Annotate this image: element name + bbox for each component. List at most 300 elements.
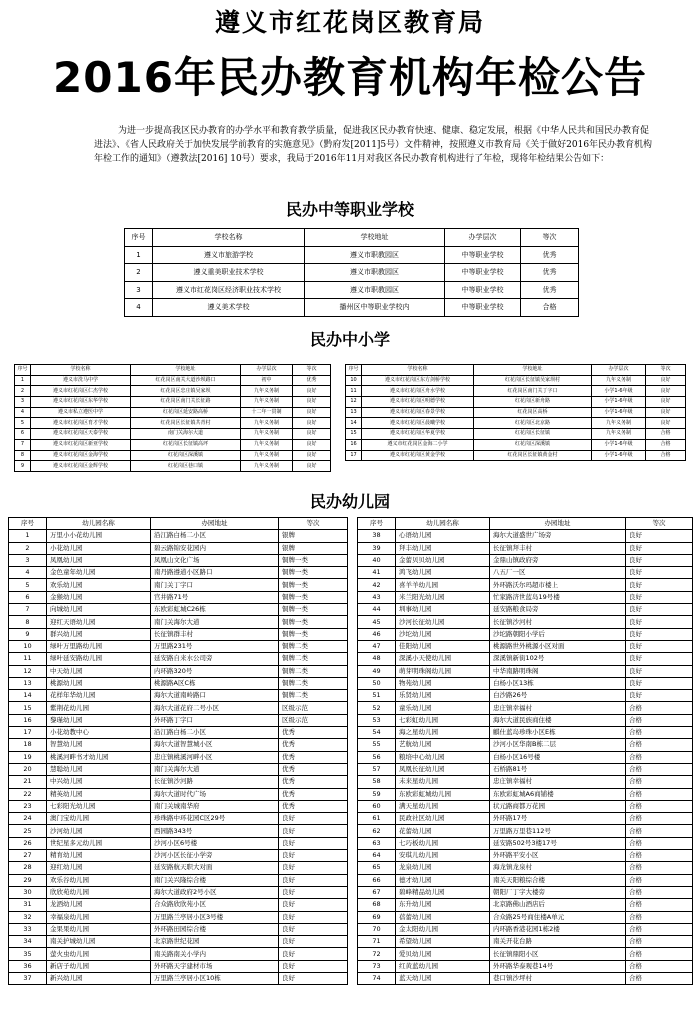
table-cell: 乐贤幼儿园 <box>396 690 490 702</box>
table-cell: 南门关兴隆综合楼 <box>151 874 279 886</box>
column-header: 序号 <box>346 365 362 376</box>
table-cell: 状元路商都万花园 <box>490 800 626 812</box>
table-cell: 良好 <box>293 429 331 440</box>
page-title: 2016年民办教育机构年检公告 <box>53 53 647 102</box>
table-row <box>358 837 693 849</box>
table-cell: 遵义市红花岗区育才学校 <box>31 418 131 429</box>
table-cell: 中等职业学校 <box>445 246 521 264</box>
table-cell: 21 <box>9 776 47 788</box>
table-row <box>15 397 331 408</box>
column-header: 幼儿园名称 <box>47 518 151 530</box>
table-cell: 53 <box>358 714 396 726</box>
table-row <box>9 788 348 800</box>
primary-table-left <box>14 364 331 472</box>
table-cell: 8 <box>9 616 47 628</box>
table-cell: 74 <box>358 972 396 984</box>
table-cell: 46 <box>358 628 396 640</box>
table-cell: 4 <box>15 407 31 418</box>
table-cell: 38 <box>358 530 396 542</box>
table-cell: 41 <box>358 567 396 579</box>
table-cell: 28 <box>9 862 47 874</box>
table-cell: 16 <box>346 439 362 450</box>
table-cell: 27 <box>9 850 47 862</box>
table-cell: 红花岗区长征镇黄金村 <box>474 450 592 461</box>
table-row <box>9 948 348 960</box>
table-cell: 良好 <box>646 375 686 386</box>
table-cell: 十二年一贯制 <box>241 407 293 418</box>
table-header-row <box>15 365 331 376</box>
table-cell: 南关路南关小学内 <box>151 948 279 960</box>
table-cell: 合格 <box>521 299 579 317</box>
table-row <box>9 677 348 689</box>
table-cell: 黎瑾幼儿园 <box>47 714 151 726</box>
table-row <box>9 850 348 862</box>
table-cell: 白杨小区13栋 <box>490 677 626 689</box>
table-cell: 良好 <box>626 640 693 652</box>
table-cell: 南门关丁字口 <box>151 579 279 591</box>
table-cell: 精育幼儿园 <box>47 850 151 862</box>
table-cell: 满天星幼儿园 <box>396 800 490 812</box>
table-cell: 金太阳幼儿园 <box>396 923 490 935</box>
table-cell: 铜牌一类 <box>279 616 348 628</box>
table-cell: 10 <box>9 640 47 652</box>
table-cell: 7 <box>15 439 31 450</box>
table-cell: 白杨小区16号楼 <box>490 751 626 763</box>
table-cell: 合格 <box>626 727 693 739</box>
table-cell: 优秀 <box>521 281 579 299</box>
column-header: 办学层次 <box>241 365 293 376</box>
table-cell: 海尔大道盛世广场旁 <box>490 530 626 542</box>
table-row <box>358 862 693 874</box>
table-cell: 遵义市红花岗区金海二小学 <box>362 439 474 450</box>
table-cell: 良好 <box>646 407 686 418</box>
table-cell: 银牌 <box>279 542 348 554</box>
table-cell: 桃源路世外桃源小区对面 <box>490 640 626 652</box>
table-row <box>125 299 579 317</box>
table-cell: 万里小小花幼儿园 <box>47 530 151 542</box>
table-cell: 万里路万里巷112号 <box>490 825 626 837</box>
table-cell: 区级示范 <box>279 714 348 726</box>
column-header: 等次 <box>626 518 693 530</box>
table-row <box>9 862 348 874</box>
table-cell: 巷口镇沙坪村 <box>490 972 626 984</box>
table-cell: 拜丰幼儿园 <box>396 542 490 554</box>
table-row <box>358 640 693 652</box>
table-cell: 欢乐幼儿园 <box>47 579 151 591</box>
column-header: 序号 <box>125 229 153 247</box>
table-cell: 七彩阳光幼儿园 <box>47 800 151 812</box>
table-cell: 良好 <box>279 837 348 849</box>
table-cell: 良好 <box>279 960 348 972</box>
table-cell: 小花幼儿园 <box>47 542 151 554</box>
table-cell: 心语幼儿园 <box>396 530 490 542</box>
table-cell: 13 <box>9 677 47 689</box>
table-cell: 铜牌二类 <box>279 677 348 689</box>
table-cell: 中华南路明珠阁 <box>490 665 626 677</box>
table-row <box>358 800 693 812</box>
table-cell: 红花岗区南门关丁字口 <box>474 386 592 397</box>
table-cell: 万里路兰亭居小区3号楼 <box>151 911 279 923</box>
table-cell: 合格 <box>626 850 693 862</box>
table-cell: 忙家路济世蓝岛19号楼 <box>490 591 626 603</box>
table-cell: 5 <box>15 418 31 429</box>
table-cell: 万里路231号 <box>151 640 279 652</box>
table-row <box>358 604 693 616</box>
table-cell: 沙河小区6号楼 <box>151 837 279 849</box>
column-header: 办学层次 <box>592 365 646 376</box>
table-cell: 合格 <box>626 739 693 751</box>
column-header: 学校地址 <box>305 229 445 247</box>
table-cell: 良好 <box>626 567 693 579</box>
table-cell: 群兴幼儿园 <box>47 628 151 640</box>
table-cell: 遵义市私立遵医中学 <box>31 407 131 418</box>
table-cell: 桃源幼儿园 <box>47 677 151 689</box>
table-cell: 沙河小区华南B栋二层 <box>490 739 626 751</box>
table-row <box>9 542 348 554</box>
table-cell: 良好 <box>293 407 331 418</box>
table-cell: 良好 <box>626 665 693 677</box>
table-cell: 遵义市红花岗区明德学校 <box>362 397 474 408</box>
table-cell: 17 <box>346 450 362 461</box>
table-row <box>15 439 331 450</box>
table-row <box>15 375 331 386</box>
table-cell: 3 <box>9 554 47 566</box>
table-row <box>346 375 686 386</box>
table-cell: 红黄蓝幼儿园 <box>396 960 490 972</box>
table-cell: 合格 <box>626 862 693 874</box>
table-cell: 红花岗区深溪镇 <box>131 450 241 461</box>
table-cell: 良好 <box>626 628 693 640</box>
table-row <box>9 899 348 911</box>
table-cell: 花样年华幼儿园 <box>47 690 151 702</box>
table-cell: 粮培中心幼儿园 <box>396 751 490 763</box>
table-cell: 小学1-6年级 <box>592 407 646 418</box>
table-cell: 40 <box>358 554 396 566</box>
table-cell: 遵义市职教园区 <box>305 281 445 299</box>
table-cell: 合格 <box>626 702 693 714</box>
table-cell: 南门关海尔大道 <box>151 763 279 775</box>
column-header: 等次 <box>646 365 686 376</box>
table-cell: 未来星幼儿园 <box>396 776 490 788</box>
table-cell: 区级示范 <box>279 702 348 714</box>
table-cell: 良好 <box>279 948 348 960</box>
table-cell: 金猴幼儿园 <box>47 591 151 603</box>
table-row <box>358 616 693 628</box>
table-cell: 良好 <box>293 461 331 472</box>
table-cell: 优秀 <box>279 751 348 763</box>
table-row <box>9 567 348 579</box>
section-heading-primary: 民办中小学 <box>309 330 390 349</box>
table-cell: 合格 <box>626 874 693 886</box>
table-cell: 九年义务制 <box>592 418 646 429</box>
table-row <box>358 972 693 984</box>
table-cell: 南关护城幼儿园 <box>47 936 151 948</box>
table-cell: 金色童年幼儿园 <box>47 567 151 579</box>
table-cell: 48 <box>358 653 396 665</box>
table-cell: 合格 <box>646 450 686 461</box>
issuer-title: 遵义市红花岗区教育局 <box>214 8 485 37</box>
table-cell: 遵义市红花岗区东方剑桥学校 <box>362 375 474 386</box>
table-row <box>15 386 331 397</box>
column-header: 序号 <box>9 518 47 530</box>
table-cell: 东欧彩虹城A6商铺楼 <box>490 788 626 800</box>
table-cell: 60 <box>358 800 396 812</box>
table-cell: 优秀 <box>521 246 579 264</box>
table-cell: 良好 <box>626 616 693 628</box>
table-row <box>358 788 693 800</box>
table-cell: 海尔大道政府2号小区 <box>151 886 279 898</box>
column-header: 学校地址 <box>131 365 241 376</box>
table-row <box>9 702 348 714</box>
table-cell: 九年义务制 <box>241 439 293 450</box>
table-cell: 良好 <box>279 886 348 898</box>
table-cell: 迎红天语幼儿园 <box>47 616 151 628</box>
table-cell: 62 <box>358 825 396 837</box>
table-cell: 九年义务制 <box>241 397 293 408</box>
table-row <box>125 281 579 299</box>
table-cell: 合格 <box>626 899 693 911</box>
kindergarten-table-left <box>8 517 348 985</box>
table-cell: 合众路欣欣苑小区 <box>151 899 279 911</box>
table-row <box>9 714 348 726</box>
table-cell: 良好 <box>626 579 693 591</box>
table-cell: 良好 <box>279 911 348 923</box>
table-row <box>15 418 331 429</box>
table-cell: 碧峰精品幼儿园 <box>396 886 490 898</box>
table-row <box>358 751 693 763</box>
table-cell: 铜牌一类 <box>279 591 348 603</box>
table-row <box>358 567 693 579</box>
table-cell: 碧云路锦安花园内 <box>151 542 279 554</box>
table-cell: 沿江路白杨二小区 <box>151 530 279 542</box>
table-cell: 外环路沃尔玛超市楼上 <box>490 579 626 591</box>
table-row <box>9 727 348 739</box>
table-cell: 优秀 <box>521 264 579 282</box>
table-cell: 良好 <box>279 862 348 874</box>
table-cell: 九年义务制 <box>241 461 293 472</box>
table-row <box>358 886 693 898</box>
table-cell: 精英幼儿园 <box>47 788 151 800</box>
table-cell: 中天幼儿园 <box>47 665 151 677</box>
table-cell: 19 <box>9 751 47 763</box>
table-cell: 长征镇鼎阳小区 <box>490 948 626 960</box>
table-cell: 艺航幼儿园 <box>396 739 490 751</box>
table-cell: 七巧板幼儿园 <box>396 837 490 849</box>
table-cell: 小学1-6年级 <box>592 439 646 450</box>
table-row <box>9 936 348 948</box>
table-cell: 外环路华泰观巷14号 <box>490 960 626 972</box>
table-cell: 红花岗区延安路高桥 <box>131 407 241 418</box>
table-cell: 沙河幼儿园 <box>47 825 151 837</box>
table-cell: 七彩虹幼儿园 <box>396 714 490 726</box>
table-cell: 良好 <box>646 397 686 408</box>
table-cell: 18 <box>9 739 47 751</box>
table-cell: 南门关海尔大道 <box>131 429 241 440</box>
table-cell: 72 <box>358 948 396 960</box>
table-cell: 遵义市红花岗区新亚学校 <box>31 439 131 450</box>
table-cell: 迎红幼儿园 <box>47 862 151 874</box>
column-header: 等次 <box>293 365 331 376</box>
table-cell: 红花岗区北京路 <box>474 418 592 429</box>
table-cell: 30 <box>9 886 47 898</box>
table-cell: 70 <box>358 923 396 935</box>
table-cell: 海尔大道民族商住楼 <box>490 714 626 726</box>
table-cell: 物苑幼儿园 <box>396 677 490 689</box>
column-header: 办园地址 <box>151 518 279 530</box>
table-cell: 2 <box>125 264 153 282</box>
table-cell: 小花幼教中心 <box>47 727 151 739</box>
table-cell: 南门关海尔大道 <box>151 616 279 628</box>
table-cell: 红花岗区长征镇高坪 <box>131 439 241 450</box>
table-cell: 圳事幼儿园 <box>396 604 490 616</box>
table-cell: 向城幼儿园 <box>47 604 151 616</box>
table-cell: 长征镇沙河村 <box>490 616 626 628</box>
table-row <box>358 739 693 751</box>
table-cell: 67 <box>358 886 396 898</box>
table-row <box>346 386 686 397</box>
table-row <box>358 936 693 948</box>
table-cell: 中等职业学校 <box>445 299 521 317</box>
table-cell: 沙河小区长征小学旁 <box>151 850 279 862</box>
table-row <box>9 911 348 923</box>
table-cell: 良好 <box>646 386 686 397</box>
table-cell: 合格 <box>626 911 693 923</box>
table-row <box>9 665 348 677</box>
table-cell: 九年义务制 <box>241 386 293 397</box>
table-cell: 智慧幼儿园 <box>47 739 151 751</box>
table-cell: 22 <box>9 788 47 800</box>
table-cell: 合格 <box>626 825 693 837</box>
table-row <box>125 246 579 264</box>
table-cell: 64 <box>358 850 396 862</box>
table-cell: 小学1-6年级 <box>592 386 646 397</box>
table-cell: 优秀 <box>279 800 348 812</box>
table-row <box>9 813 348 825</box>
table-cell: 合众路25号商住楼A单元 <box>490 911 626 923</box>
table-row <box>358 628 693 640</box>
table-cell: 4 <box>125 299 153 317</box>
table-cell: 合格 <box>626 800 693 812</box>
table-row <box>358 530 693 542</box>
table-cell: 24 <box>9 813 47 825</box>
table-row <box>125 264 579 282</box>
table-cell: 合格 <box>626 788 693 800</box>
table-cell: 61 <box>358 813 396 825</box>
table-cell: 小学1-6年级 <box>592 450 646 461</box>
table-cell: 内环路320号 <box>151 665 279 677</box>
table-cell: 绿叶万里路幼儿园 <box>47 640 151 652</box>
table-cell: 红花岗区巷口镇 <box>131 461 241 472</box>
table-cell: 良好 <box>626 690 693 702</box>
table-cell: 68 <box>358 899 396 911</box>
table-cell: 铜牌一类 <box>279 554 348 566</box>
table-cell: 良好 <box>626 530 693 542</box>
table-cell: 合格 <box>626 923 693 935</box>
table-cell: 29 <box>9 874 47 886</box>
table-row <box>358 874 693 886</box>
table-cell: 凤凰长征幼儿园 <box>396 763 490 775</box>
column-header: 序号 <box>358 518 396 530</box>
table-cell: 遵义市职教园区 <box>305 246 445 264</box>
table-cell: 外环路田园综合楼 <box>151 923 279 935</box>
table-cell: 鸿飞幼儿园 <box>396 567 490 579</box>
table-cell: 45 <box>358 616 396 628</box>
table-cell: 海尔大道花府二号小区 <box>151 702 279 714</box>
table-cell: 1 <box>15 375 31 386</box>
table-cell: 民政社区幼儿园 <box>396 813 490 825</box>
table-row <box>358 714 693 726</box>
table-row <box>358 825 693 837</box>
table-cell: 34 <box>9 936 47 948</box>
table-cell: 凤凰山文化广场 <box>151 554 279 566</box>
table-cell: 23 <box>9 800 47 812</box>
table-cell: 南丹路遵道小区路口 <box>151 567 279 579</box>
table-header-row <box>125 229 579 247</box>
table-row <box>9 800 348 812</box>
table-row <box>358 591 693 603</box>
vocational-table <box>124 228 579 317</box>
table-cell: 44 <box>358 604 396 616</box>
table-row <box>9 739 348 751</box>
table-cell: 外环路天宇建材市场 <box>151 960 279 972</box>
column-header: 办园地址 <box>490 518 626 530</box>
table-cell: 66 <box>358 874 396 886</box>
table-row <box>358 702 693 714</box>
table-cell: 红花岗区长征镇共青村 <box>131 418 241 429</box>
table-cell: 良好 <box>279 874 348 886</box>
table-row <box>15 429 331 440</box>
table-cell: 遵义市红花岗区金辉学校 <box>31 461 131 472</box>
table-cell: 铜牌二类 <box>279 665 348 677</box>
table-cell: 慧聪幼儿园 <box>47 763 151 775</box>
table-header-row <box>346 365 686 376</box>
table-cell: 铜牌一类 <box>279 567 348 579</box>
table-row <box>358 960 693 972</box>
table-cell: 17 <box>9 727 47 739</box>
table-cell: 红花岗区高桥 <box>474 407 592 418</box>
column-header: 学校名称 <box>153 229 305 247</box>
table-cell: 沙坨幼儿园 <box>396 628 490 640</box>
table-cell: 红花岗区深溪镇 <box>474 439 592 450</box>
table-cell: 长征镇拜丰村 <box>490 542 626 554</box>
table-cell: 1 <box>9 530 47 542</box>
table-cell: 忠庄镇幸福村 <box>490 702 626 714</box>
table-cell: 爱贝幼儿园 <box>396 948 490 960</box>
table-cell: 小学1-6年级 <box>592 397 646 408</box>
table-cell: 良好 <box>293 450 331 461</box>
table-cell: 26 <box>9 837 47 849</box>
table-row <box>358 579 693 591</box>
table-cell: 63 <box>358 837 396 849</box>
table-cell: 20 <box>9 763 47 775</box>
table-cell: 9 <box>15 461 31 472</box>
table-cell: 良好 <box>293 386 331 397</box>
table-cell: 金蕾贝贝幼儿园 <box>396 554 490 566</box>
table-cell: 合格 <box>626 714 693 726</box>
table-cell: 红花岗区长征镇 <box>474 429 592 440</box>
table-cell: 忠庄镇桃溪河畔小区 <box>151 751 279 763</box>
table-row <box>9 640 348 652</box>
table-cell: 长征镇沙河路 <box>151 776 279 788</box>
table-cell: 外环路平安小区 <box>490 850 626 862</box>
table-cell: 57 <box>358 763 396 775</box>
table-row <box>346 418 686 429</box>
table-cell: 良好 <box>626 542 693 554</box>
table-cell: 优秀 <box>279 776 348 788</box>
table-cell: 深溪小天使幼儿园 <box>396 653 490 665</box>
table-cell: 海尔大道智慧城小区 <box>151 739 279 751</box>
table-cell: 九年义务制 <box>241 429 293 440</box>
